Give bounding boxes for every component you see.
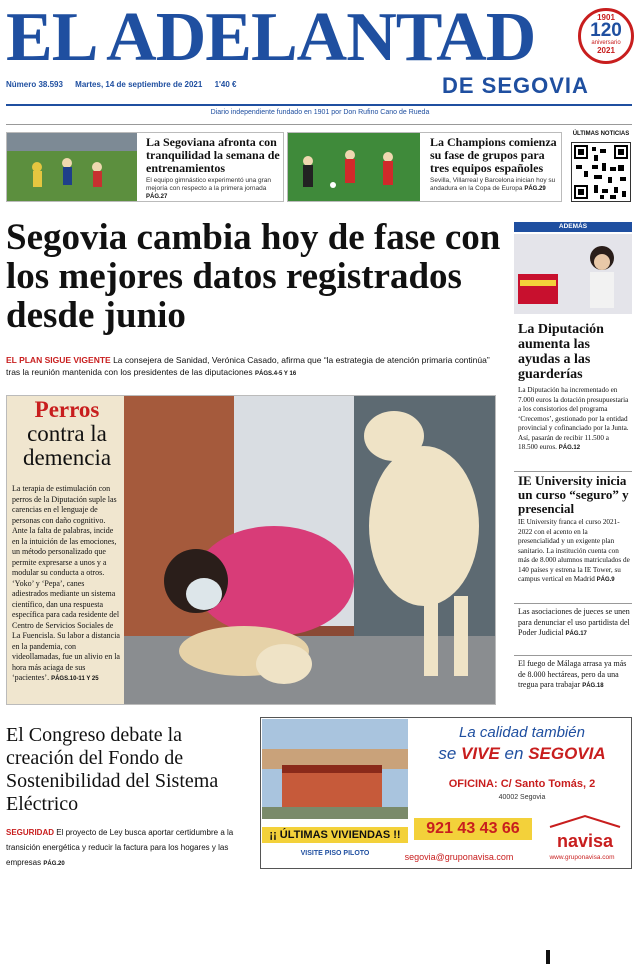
main-page: PÁGS.4-5 Y 16 bbox=[255, 371, 297, 377]
seal-year-start: 1901 bbox=[597, 13, 615, 22]
congreso-summary bbox=[6, 825, 246, 872]
divider bbox=[514, 471, 632, 472]
navisa-logo-icon bbox=[544, 812, 626, 851]
ad-visite: VISITE PISO PILOTO bbox=[300, 850, 370, 857]
sidebar-story2-page: PÁG.9 bbox=[596, 577, 615, 583]
teaser-headline: La Champions comienza su fase de grupos para tres equipos españoles bbox=[430, 135, 557, 175]
teaser-headline: La Segoviana afronta con tranquilidad la semana de entrenamientos bbox=[146, 135, 280, 175]
ad-photo-buildings bbox=[262, 719, 408, 819]
sidebar-story1-body bbox=[518, 386, 630, 454]
sidebar-story3-page: PÁG.17 bbox=[565, 631, 587, 637]
seal-year-end: 2021 bbox=[597, 46, 615, 55]
main-kicker: EL PLAN SIGUE VIGENTE bbox=[6, 355, 111, 365]
ad-se: se bbox=[438, 744, 457, 763]
sidebar-story3-text: Las asociaciones de jueces se unen para denunciar el uso partidista del Poder Judicial bbox=[518, 607, 630, 637]
perros-page: PÁGS.10-11 Y 25 bbox=[51, 676, 99, 682]
teaser-text-champions bbox=[430, 136, 560, 193]
congreso-summary-text: El proyecto de Ley busca aportar certidumbre a la transición energética y reducir la factura para los hogares y las empresas bbox=[6, 828, 234, 867]
main-headline[interactable]: Segovia cambia hoy de fase con los mejores datos registrados desde junio bbox=[6, 217, 501, 336]
ad-en: en bbox=[504, 744, 524, 763]
sidebar-story4[interactable] bbox=[518, 659, 630, 692]
teaser-photo-football bbox=[7, 133, 137, 201]
perros-body bbox=[12, 484, 122, 685]
perros-title-red: Perros bbox=[34, 397, 100, 422]
sidebar-photo bbox=[514, 234, 632, 314]
sidebar-story1-text: La Diputación ha incrementado en 7.000 euros la dotación presupuestaria a los consistorios del programa ‘Crecemos’, gestionado por la entidad provincial y cofinanciado por la Junta. Así, pasarán de recibir 11.500 a 18.500 euros. bbox=[518, 386, 629, 451]
issue-number: Número 38.593 bbox=[6, 80, 63, 89]
teaser-photo-champions bbox=[288, 133, 420, 201]
ad-zip: 40002 Segovia bbox=[498, 794, 546, 801]
sidebar-label: ADEMÁS bbox=[514, 222, 632, 232]
seal-label: aniversario bbox=[591, 40, 621, 46]
ad-tagline: La calidad también bbox=[459, 724, 585, 741]
qr-label: ÚLTIMAS NOTICIAS bbox=[572, 131, 630, 137]
masthead-title: EL ADELANTAD bbox=[6, 2, 536, 74]
qr-code-icon[interactable] bbox=[571, 142, 631, 202]
ad-web[interactable]: www.gruponavisa.com bbox=[549, 854, 615, 861]
masthead-subtitle: DE SEGOVIA bbox=[442, 73, 589, 98]
teaser-summary bbox=[146, 177, 280, 201]
founded-line: Diario independiente fundado en 1901 por Don Rufino Cano de Rueda bbox=[210, 109, 430, 116]
sidebar-story2-headline[interactable]: IE University inicia un curso “seguro” y presencial bbox=[518, 473, 629, 516]
seal-number: 120 bbox=[590, 20, 622, 41]
perros-body-text: La terapia de estimulación con perros de la Diputación suple las carencias en el lenguaje de personas con daño cognitivo. Ante la falta de palabras, incide en la intuición de las emociones, un método personalizado que permite expresarse a unos y a modular su conducta a otros. ‘Yoko’ y ‘Pepa’, canes adiestrados mediante un sistema científico, dan una respuesta específica para cada residente del Centro de Servicios Sociales de La Fuencisla. Su labor a distancia en la pandemia, con videollamadas, fue un alivio en la hora más aciaga de sus ‘pacientes’. bbox=[12, 484, 120, 682]
ad-phone[interactable]: 921 43 43 66 bbox=[414, 818, 532, 840]
ad-ultimas: ¡¡ ÚLTIMAS VIVIENDAS !! bbox=[262, 827, 408, 843]
divider bbox=[6, 124, 632, 125]
main-summary-text: La consejera de Sanidad, Verónica Casado, afirma que “la estrategia de atención primaria continúa” tras la reunión mantenida con los presidentes de las diputaciones bbox=[6, 355, 490, 377]
sidebar-story2-body bbox=[518, 518, 630, 586]
congreso-headline[interactable]: El Congreso debate la creación del Fondo de Sostenibilidad del Sistema Eléctrico bbox=[6, 724, 219, 815]
teaser-text-segoviana bbox=[146, 136, 280, 201]
issue-meta bbox=[6, 80, 247, 89]
main-summary bbox=[6, 354, 502, 380]
divider bbox=[514, 655, 632, 656]
ad-email[interactable]: segovia@gruponavisa.com bbox=[404, 852, 514, 862]
teaser-summary-text: El equipo gimnástico experimentó una gran mejoría con respecto a la primera jornada bbox=[146, 177, 272, 192]
ad-vive: VIVE bbox=[461, 744, 500, 763]
sidebar-story1-headline[interactable]: La Diputación aumenta las ayudas a las guarderías bbox=[518, 322, 604, 382]
issue-price: 1'40 € bbox=[214, 80, 237, 89]
teaser-summary bbox=[430, 177, 560, 193]
perros-title-rest: contra la demencia bbox=[22, 421, 112, 470]
teaser-summary-text: Sevilla, Villarreal y Barcelona inician hoy su andadura en la Copa de Europa bbox=[430, 177, 556, 192]
ad-office: OFICINA: C/ Santo Tomás, 2 bbox=[448, 778, 596, 790]
barcode-icon bbox=[546, 950, 550, 964]
ad-brand: navisa bbox=[556, 831, 614, 851]
masthead-rule bbox=[6, 104, 632, 106]
issue-date: Martes, 14 de septiembre de 2021 bbox=[75, 80, 203, 89]
anniversary-seal bbox=[578, 8, 634, 64]
ad-tagline-2 bbox=[416, 744, 628, 764]
sidebar-story2-text: IE University franca el curso 2021-2022 con el acento en la presencialidad y un exigente plan sanitario. La institución cuenta con más de 8.000 alumnos matriculados de 140 países y estrena la IE Tower, su campus vertical en Madrid bbox=[518, 518, 630, 583]
divider bbox=[514, 603, 632, 604]
ad-city: SEGOVIA bbox=[528, 744, 606, 763]
congreso-kicker: SEGURIDAD bbox=[6, 828, 55, 837]
sidebar-story4-text: El fuego de Málaga arrasa ya más de 8.000 hectáreas, pero da una tregua para trabajar bbox=[518, 659, 627, 689]
teaser-page: PÁG.27 bbox=[146, 194, 168, 200]
congreso-page: PÁG.20 bbox=[43, 861, 65, 867]
sidebar-story4-page: PÁG.18 bbox=[582, 683, 604, 689]
teaser-page: PÁG.29 bbox=[524, 186, 546, 192]
sidebar-story3[interactable] bbox=[518, 607, 630, 640]
perros-title bbox=[12, 398, 122, 470]
sidebar-story1-page: PÁG.12 bbox=[558, 445, 581, 451]
perros-photo bbox=[124, 396, 495, 704]
